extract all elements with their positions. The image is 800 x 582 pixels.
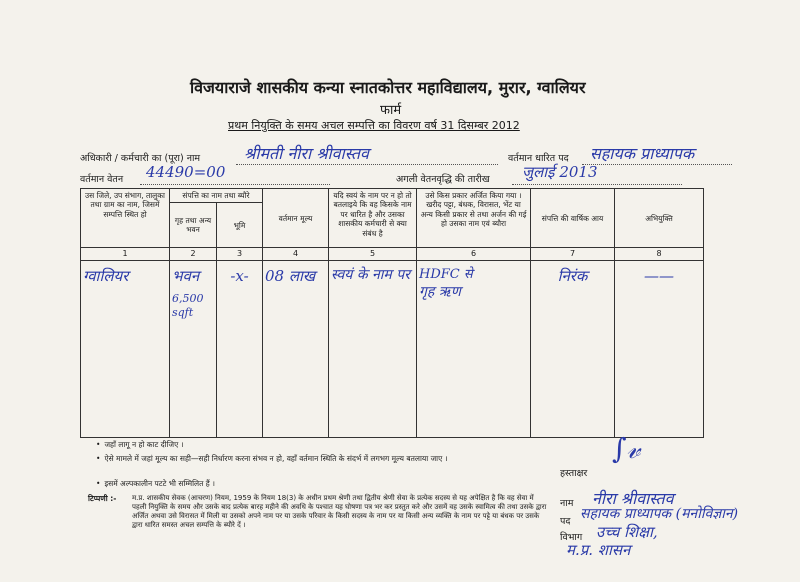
cell-land: -x- <box>217 261 263 438</box>
salary-label: वर्तमान वेतन <box>80 174 124 185</box>
cell-building <box>170 261 217 438</box>
header-location: उस जिले, उप संभाग, तालुका तथा ग्राम का नाम, जिसमें सम्पत्ति स्थित हो <box>81 189 170 248</box>
sig-post-label: पद <box>560 516 571 527</box>
post-value: सहायक प्राध्यापक <box>590 144 695 163</box>
header-buildings: गृह तथा अन्य भवन <box>170 203 217 248</box>
form-subtitle: प्रथम नियुक्ति के समय अचल सम्पत्ति का विवरण वर्ष 31 दिसम्बर 2012 <box>228 119 520 132</box>
cell-remarks: —— <box>615 261 704 438</box>
header-property-name: संपत्ति का नाम तथा ब्यौरे <box>170 189 263 203</box>
note-valuation: • ऐसे मामले में जहां मूल्य का सही—सही निर्धारण करना संभव न हो, वहाँ वर्तमान स्थिति के संदर्भ में लगभग मूल्य बतलाया जाए । <box>96 454 476 464</box>
sig-name-value: नीरा श्रीवास्तव <box>592 489 674 508</box>
header-land: भूमि <box>217 203 263 248</box>
col-number: 4 <box>263 248 329 261</box>
col-number: 3 <box>217 248 263 261</box>
sig-name-label: नाम <box>560 498 574 509</box>
cell-building-area: 6,500 sqft <box>172 292 204 319</box>
post-label: वर्तमान धारित पद <box>508 153 569 164</box>
col-number: 6 <box>417 248 531 261</box>
name-value: श्रीमती नीरा श्रीवास्तव <box>244 144 369 163</box>
signature-label: हस्ताक्षर <box>560 468 588 479</box>
col-number: 7 <box>531 248 615 261</box>
property-table <box>80 188 704 438</box>
college-title: विजयाराजे शासकीय कन्या स्नातकोत्तर महाविद्यालय, मुरार, ग्वालियर <box>190 78 586 97</box>
sig-dept-value: उच्च शिक्षा, <box>596 523 658 541</box>
note-lease: • इसमें अल्पकालीन पटटे भी सम्मिलित हैं । <box>96 479 215 489</box>
increment-value: जुलाई 2013 <box>522 163 598 181</box>
cell-annual-income: निरंक <box>531 261 615 438</box>
name-label: अधिकारी / कर्मचारी का (पूरा) नाम <box>80 153 201 164</box>
header-held-by: यदि स्वयं के नाम पर न हो तो बतलाइये कि वह किसके नाम पर धारित है और उसका शासकीय कर्मचारी से क्या संबंध है <box>329 189 417 248</box>
cell-location: ग्वालियर <box>81 261 170 438</box>
header-annual-income: संपत्ति की वार्षिक आय <box>531 189 615 248</box>
signature-mark: ∫𝓋 <box>612 432 641 465</box>
cell-held-by: स्वयं के नाम पर <box>329 261 417 438</box>
cell-acquisition-source: HDFC से <box>419 267 473 283</box>
cell-acquisition <box>417 261 531 438</box>
sig-state-value: म.प्र. शासन <box>566 541 631 559</box>
col-number: 5 <box>329 248 417 261</box>
cell-value: 08 लाख <box>263 261 329 438</box>
note-tip-label: टिप्पणी :- <box>88 494 117 503</box>
salary-value: 44490=00 <box>146 163 226 181</box>
sig-dept-label: विभाग <box>560 532 583 543</box>
col-number: 8 <box>615 248 704 261</box>
header-present-value: वर्तमान मूल्य <box>263 189 329 248</box>
col-number: 1 <box>81 248 170 261</box>
increment-label: अगली वेतनवृद्धि की तारीख <box>396 174 490 185</box>
note-strike: • जहाँ लागू न हो काट दीजिए । <box>96 440 183 450</box>
col-number: 2 <box>170 248 217 261</box>
header-acquisition: उसे किस प्रकार अर्जित किया गया । खरीद पट्टा, बंधक, विरासत, भेंट या अन्य किसी प्रकार से तथा अर्जन की गई हो उसका नाम एवं ब्यौरा <box>417 189 531 248</box>
form-label: फार्म <box>380 103 402 118</box>
cell-acquisition-type: गृह ऋण <box>419 283 461 300</box>
cell-building-type: भवन <box>172 267 200 286</box>
note-tip-text: म.प्र. शासकीय सेवक (आचरण) नियम, 1959 के नियम 18(3) के अधीन प्रथम श्रेणी तथा द्वितीय श्रेणी सेवा के प्रत्येक सदस्य से यह अपेक्षित है कि वह सेवा में पहली नियुक्ति के समय और उसके बाद प्रत्येक बारह महीने की अवधि के पश्चात यह घोषणा पत्र भर कर प्रस्तुत करे और उसमें वह उसके स्वामित्व की तथा उसके द्वारा अर्जित अथवा उसे विरासत में मिली या उसको अपने नाम पर या उसके परिवार के किसी सदस्य के नाम पर या किसी अन्य व्यक्ति के नाम पर पट्टे या बंधक पर उसके द्वारा धारित समस्त अचल सम्पत्ति के ब्यौरे दें । <box>132 494 547 530</box>
header-remarks: अभियुक्ति <box>615 189 704 248</box>
sig-post-value: सहायक प्राध्यापक (मनोविज्ञान) <box>580 506 739 522</box>
